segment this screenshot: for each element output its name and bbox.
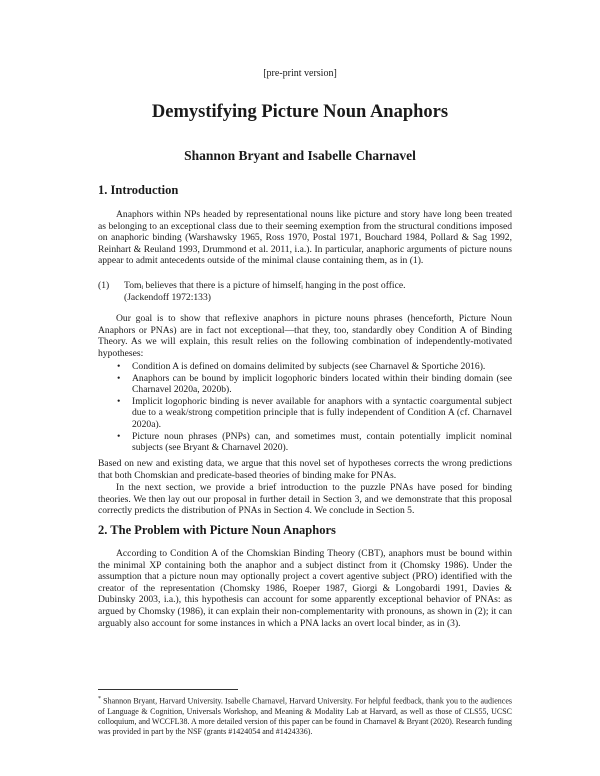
example-number: (1) [98,280,110,291]
list-item: • Condition A is defined on domains delimited by subjects (see Charnavel & Sportiche 2016). [117,361,486,372]
footnote-divider [98,689,238,690]
intro-paragraph: Anaphors within NPs headed by representational nouns like picture and story have long been treated as belonging to an exceptional class due to their seeming exemption from the structural conditions imposed on anaphoric binding (Warshawsky 1965, Ross 1970, Postal 1971, Bouchard 1984, Pollard & Sag 1992, Reinhart & Reuland 1993, Drummond et al. 2011, i.a.). In particular, anaphoric arguments of picture nouns appear to admit antecedents outside of the minimal clause containing them, as in (1). [98,209,512,267]
example-sentence: Tomᵢ believes that there is a picture of himselfᵢ hanging in the post office. [124,280,406,291]
outline-paragraph: In the next section, we provide a brief introduction to the puzzle PNAs have posed for binding theories. We then lay out our proposal in further detail in Section 3, and we demonstrate that this proposal correctly predicts the distribution of PNAs in Section 4. We conclude in Section 5. [98,482,512,517]
preprint-label: [pre-print version] [263,68,337,79]
bullet-icon: • [117,430,121,442]
bullet-icon: • [117,395,121,407]
bullet-icon: • [117,372,121,384]
list-item: • Anaphors can be bound by implicit logophoric binders located within their binding domain (see Charnavel 2020a, 2020b). [117,372,512,396]
hypotheses-list [98,361,512,454]
bullet-icon: • [117,361,121,372]
problem-paragraph: According to Condition A of the Chomskian Binding Theory (CBT), anaphors must be bound within the minimal XP containing both the anaphor and a subject distinct from it (Chomsky 1986). Under the assumption that a picture noun may optionally project a covert agentive subject (PRO) identified with the creator of the representation (Chomsky 1986, Roeper 1987, Giorgi & Longobardi 1991, Davies & Dubinsky 2003, i.a.), this hypothesis can account for some apparently exceptional behavior of PNAs: as argued by Chomsky (1986), it can explain their non-complementarity with pronouns, as shown in (2); it can arguably also account for some instances in which a PNA lacks an overt local binder, as in (3). [98,548,512,629]
footnote-text: Shannon Bryant, Harvard University. Isabelle Charnavel, Harvard University. For helpful feedback, thank you to the audiences of Language & Cognition, Universals Workshop, and Meaning & Modality Lab at Harvard, as well as those of CLS55, UCSC colloquium, and WCCFL38. A more detailed version of this paper can be found in Charnavel & Bryant (2020). Research funding was provided in part by the NSF (grants #1424054 and #1424336). [98,696,512,736]
section-heading-problem: 2. The Problem with Picture Noun Anaphors [98,523,336,537]
paper-title: Demystifying Picture Noun Anaphors [151,102,449,122]
footnote-marker: * [98,696,101,702]
example-source: (Jackendoff 1972:133) [124,291,211,303]
paper-authors: Shannon Bryant and Isabelle Charnavel [184,148,416,163]
goal-paragraph: Our goal is to show that reflexive anaphors in picture nouns phrases (henceforth, Picture Noun Anaphors or PNAs) are in fact not exceptional—that they, too, standardly obey Condition A of Binding Theory. As we will explain, this result relies on the following combination of independently-motivated hypotheses: [98,313,512,359]
footnote [98,694,512,737]
section-heading-introduction: 1. Introduction [98,183,179,197]
list-item: • Implicit logophoric binding is never available for anaphors with a syntactic coargumental subject due to a weak/strong competition principle that is fully independent of Condition A (cf. Charnavel 2020a). [117,395,512,430]
list-item: • Picture noun phrases (PNPs) can, and sometimes must, contain potentially implicit nominal subjects (see Bryant & Charnavel 2020). [117,430,512,454]
findings-paragraph: Based on new and existing data, we argue that this novel set of hypotheses corrects the wrong predictions that both Chomskian and predicate-based theories of binding make for PNAs. [98,458,512,481]
